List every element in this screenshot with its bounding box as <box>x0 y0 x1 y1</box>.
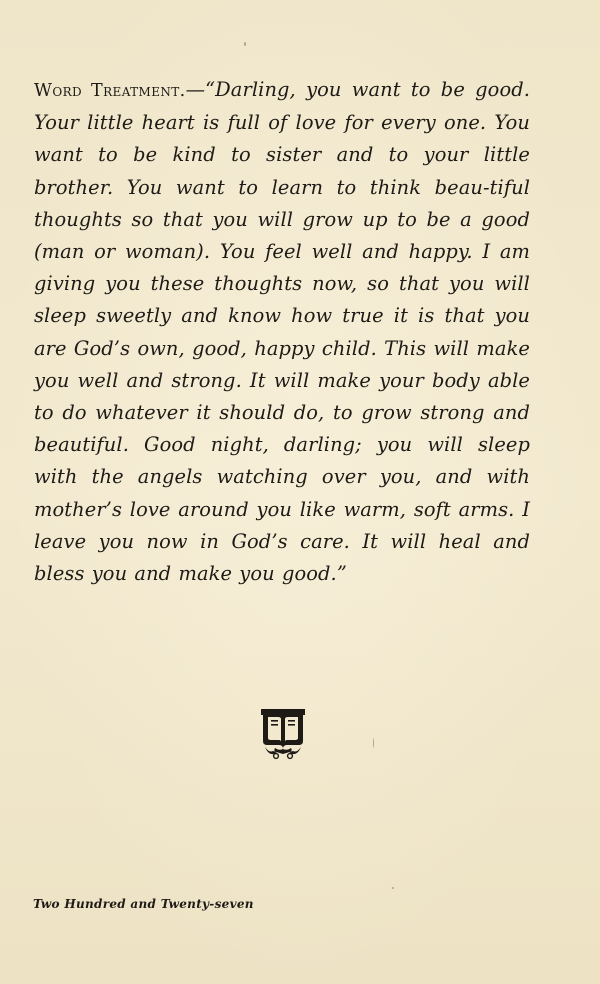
paper-speck <box>373 738 374 748</box>
section-heading: Word Treatment. <box>34 81 186 101</box>
paper-speck <box>244 42 246 46</box>
word-treatment-paragraph <box>34 74 530 590</box>
paper-speck <box>392 887 394 889</box>
book-ornament-icon <box>259 707 307 761</box>
passage-body: —“Darling, you want to be good. Your little heart is full of love for every one. You want to be kind to sister and to your little brother. You want to learn to think beau-tiful thoughts so that you will grow up to be a good (man or woman). You feel well and happy. I am giving you these thoughts now, so that you will sleep sweetly and know how true it is that you are God’s own, good, happy child. This will make you well and strong. It will make your body able to do whatever it should do, to grow strong and beautiful. Good night, darling; you will sleep with the angels watching over you, and with mother’s love around you like warm, soft arms. I leave you now in God’s care. It will heal and bless you and make you good.” <box>34 78 530 586</box>
page-number-footer: Two Hundred and Twenty-seven <box>33 897 254 911</box>
